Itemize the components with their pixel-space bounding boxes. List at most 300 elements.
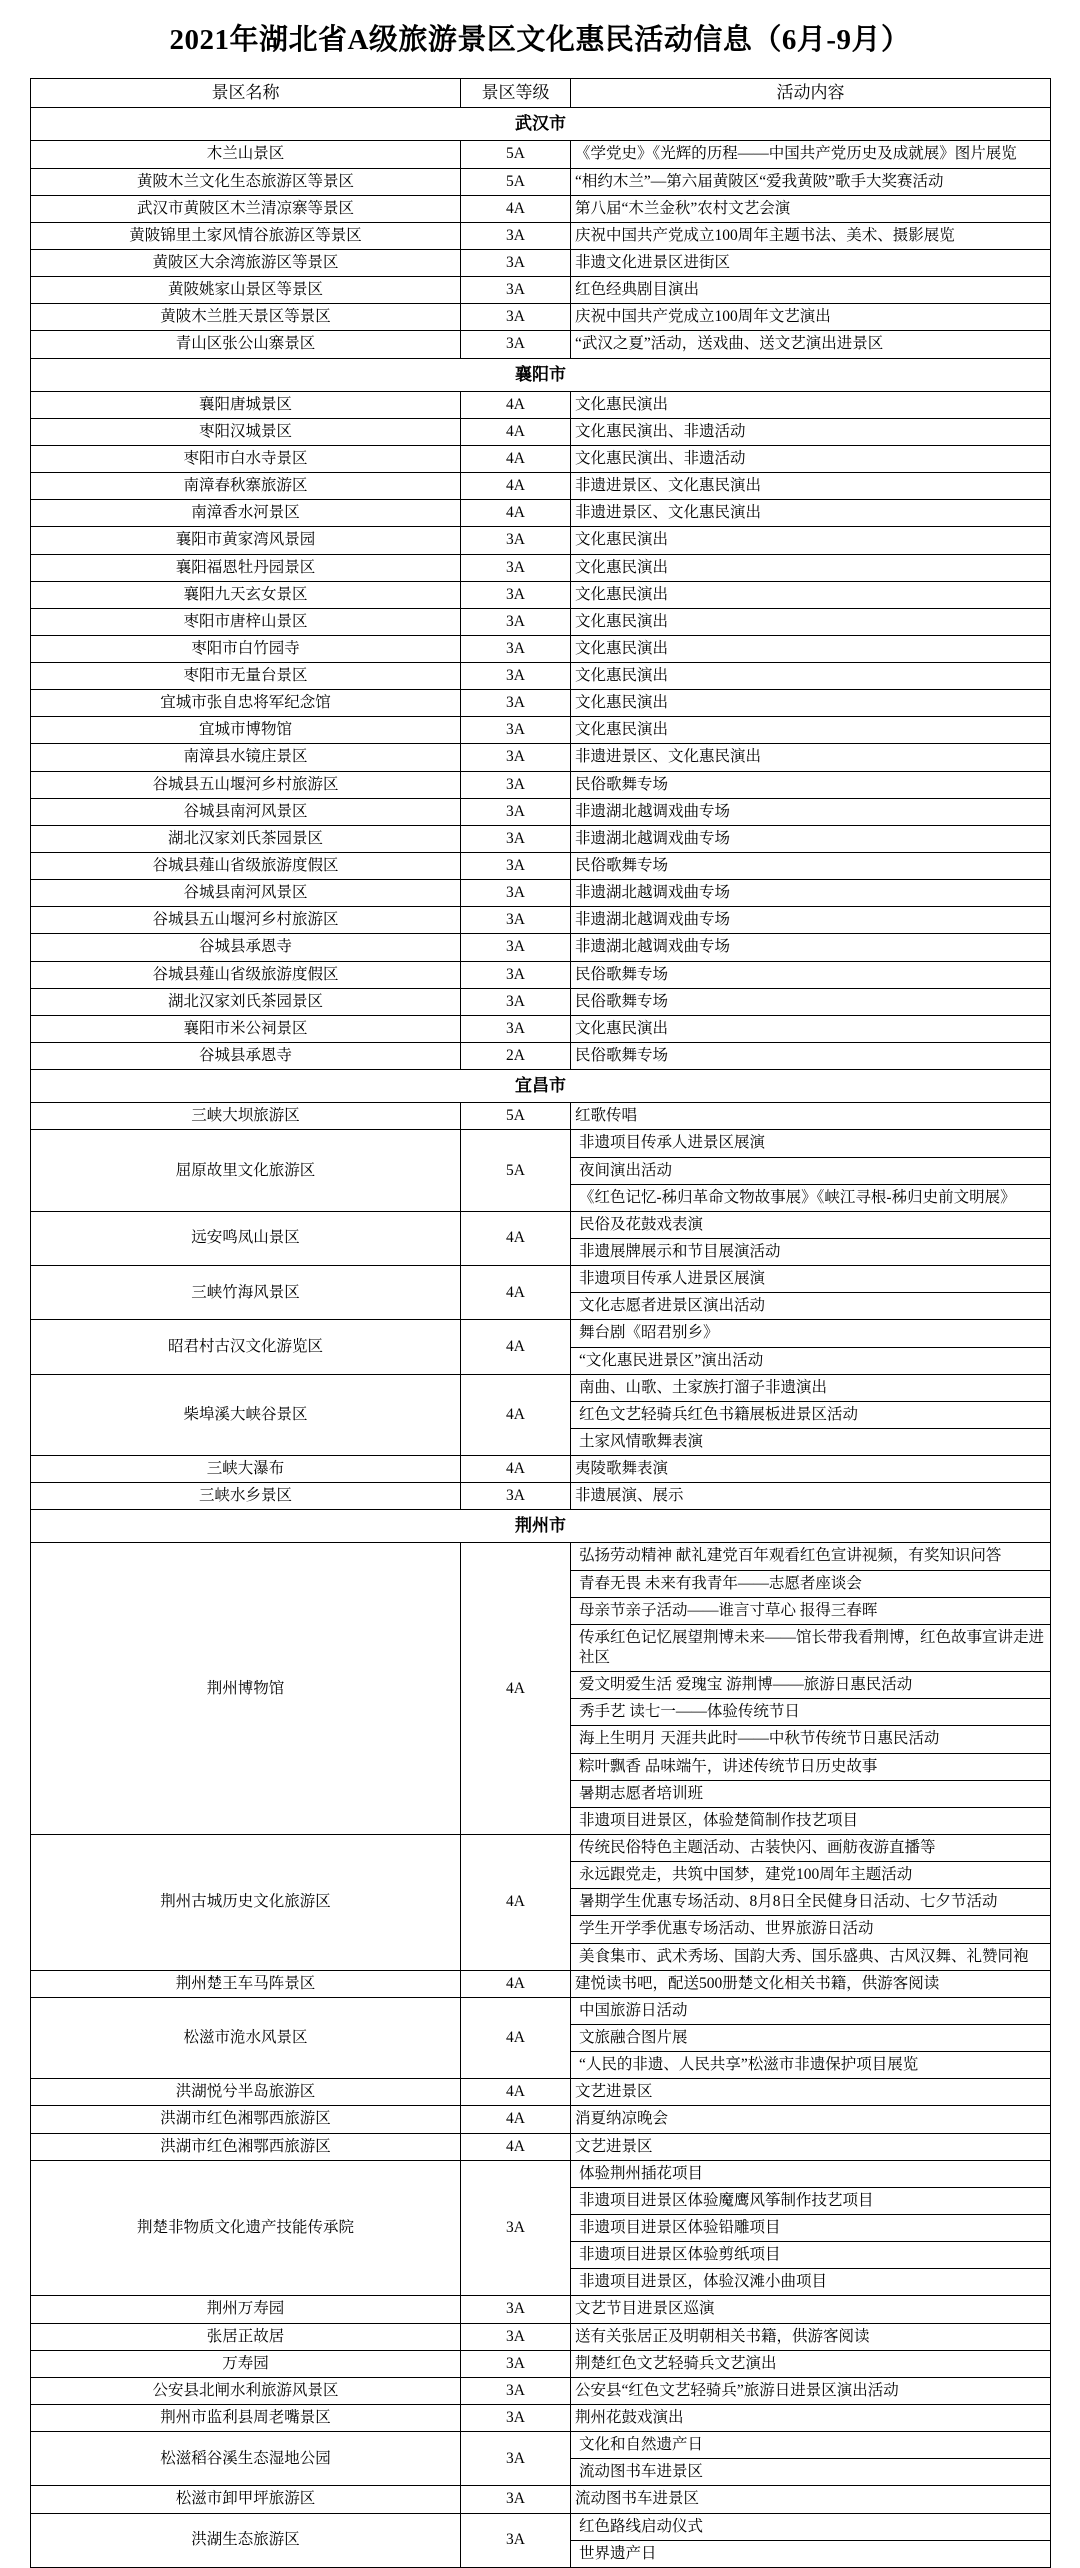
activity-item: 爱文明爱生活 爱瑰宝 游荆博——旅游日惠民活动 — [571, 1672, 1050, 1699]
activity-content-cell: 民俗歌舞专场 — [571, 1043, 1051, 1070]
activity-content-cell: 荆州花鼓戏演出 — [571, 2404, 1051, 2431]
activity-item-row — [571, 1401, 1050, 1428]
activity-item-row — [571, 1726, 1050, 1753]
activity-item: 暑期志愿者培训班 — [571, 1780, 1050, 1807]
table-row — [31, 2160, 1051, 2296]
table-row — [31, 2432, 1051, 2486]
activity-item-row — [571, 1184, 1050, 1211]
activity-item: 非遗项目传承人进景区展演 — [571, 1266, 1050, 1293]
activity-item-row — [571, 1916, 1050, 1943]
city-name: 武汉市 — [31, 108, 1051, 141]
activity-content-cell: 文艺进景区 — [571, 2133, 1051, 2160]
table-row — [31, 1835, 1051, 1971]
table-row — [31, 1015, 1051, 1042]
scenic-area-level: 3A — [461, 880, 571, 907]
scenic-area-level: 4A — [461, 1997, 571, 2078]
activity-item: 美食集市、武术秀场、国韵大秀、国乐盛典、古风汉舞、礼赞同袍 — [579, 1947, 1029, 1965]
scenic-area-level: 3A — [461, 304, 571, 331]
scenic-area-name: 枣阳市白竹园寺 — [31, 635, 461, 662]
city-name: 襄阳市 — [31, 358, 1051, 391]
table-row — [31, 141, 1051, 168]
scenic-area-level: 5A — [461, 168, 571, 195]
scenic-area-level: 3A — [461, 1015, 571, 1042]
activity-item: 土家风情歌舞表演 — [579, 1432, 704, 1450]
activity-item-row — [571, 1624, 1050, 1671]
activity-content-cell: 非遗湖北越调戏曲专场 — [571, 825, 1051, 852]
activity-item: 文旅融合图片展 — [571, 2025, 1050, 2052]
table-row — [31, 690, 1051, 717]
scenic-area-level: 3A — [461, 798, 571, 825]
activity-item: 永远跟党走，共筑中国梦，建党100周年主题活动 — [571, 1862, 1050, 1889]
scenic-area-name: 南漳香水河景区 — [31, 500, 461, 527]
activity-content-cell: “相约木兰”—第六届黄陂区“爱我黄陂”歌手大奖赛活动 — [571, 168, 1051, 195]
activity-item: 学生开学季优惠专场活动、世界旅游日活动 — [571, 1916, 1050, 1943]
activity-item-row — [571, 1212, 1050, 1239]
activity-item: 非遗展牌展示和节目展演活动 — [579, 1242, 781, 1260]
city-section-header — [31, 1070, 1051, 1103]
table-row — [31, 2079, 1051, 2106]
scenic-area-name: 洪湖生态旅游区 — [31, 2513, 461, 2567]
activity-item: 民俗及花鼓戏表演 — [571, 1212, 1050, 1239]
table-row — [31, 331, 1051, 358]
activity-content-cell: 文艺节目进景区巡演 — [571, 2296, 1051, 2323]
activity-item: 流动图书车进景区 — [579, 2463, 704, 2481]
activity-list — [571, 2432, 1050, 2485]
table-row — [31, 1043, 1051, 1070]
table-row — [31, 1970, 1051, 1997]
scenic-area-name: 黄陂锦里土家风情谷旅游区等景区 — [31, 222, 461, 249]
scenic-area-level: 4A — [461, 391, 571, 418]
table-row — [31, 2404, 1051, 2431]
scenic-area-name: 青山区张公山寨景区 — [31, 331, 461, 358]
table-row — [31, 825, 1051, 852]
table-row — [31, 961, 1051, 988]
activity-item: 非遗项目传承人进景区展演 — [571, 1130, 1050, 1157]
scenic-area-name: 昭君村古汉文化游览区 — [31, 1320, 461, 1374]
table-row — [31, 250, 1051, 277]
scenic-area-name: 谷城县南河风景区 — [31, 798, 461, 825]
scenic-area-name: 谷城县承恩寺 — [31, 1043, 461, 1070]
scenic-area-level: 3A — [461, 2513, 571, 2567]
activity-item-row — [571, 2187, 1050, 2214]
activity-content-cell — [571, 1835, 1051, 1971]
activity-item-row — [571, 1753, 1050, 1780]
activity-item-row — [571, 1862, 1050, 1889]
activity-item: 非遗项目进景区体验铅雕项目 — [571, 2214, 1050, 2241]
activity-content-cell: 红歌传唱 — [571, 1103, 1051, 1130]
table-row — [31, 1997, 1051, 2078]
scenic-area-name: 枣阳市无量台景区 — [31, 663, 461, 690]
scenic-area-name: 黄陂木兰文化生态旅游区等景区 — [31, 168, 461, 195]
activity-table — [30, 78, 1051, 2568]
scenic-area-level: 2A — [461, 1043, 571, 1070]
table-row — [31, 445, 1051, 472]
scenic-area-level: 3A — [461, 2296, 571, 2323]
activity-list — [571, 1543, 1050, 1834]
table-row — [31, 418, 1051, 445]
scenic-area-name: 公安县北闸水利旅游风景区 — [31, 2377, 461, 2404]
activity-item-row — [571, 2025, 1050, 2052]
activity-content-cell: 文化惠民演出 — [571, 690, 1051, 717]
city-section-header — [31, 1510, 1051, 1543]
activity-item: 文化和自然遗产日 — [571, 2432, 1050, 2459]
activity-item: 海上生明月 天涯共此时——中秋节传统节日惠民活动 — [571, 1726, 1050, 1753]
scenic-area-name: 远安鸣凤山景区 — [31, 1211, 461, 1265]
scenic-area-name: 黄陂姚家山景区等景区 — [31, 277, 461, 304]
activity-item-row — [571, 1320, 1050, 1347]
scenic-area-name: 襄阳唐城景区 — [31, 391, 461, 418]
activity-list — [571, 1998, 1050, 2078]
activity-list — [571, 1835, 1050, 1970]
activity-item: 文化志愿者进景区演出活动 — [579, 1297, 766, 1315]
scenic-area-name: 张居正故居 — [31, 2323, 461, 2350]
activity-item: 《红色记忆-秭归革命文物故事展》《峡江寻根-秭归史前文明展》 — [579, 1188, 1016, 1206]
activity-content-cell: 文化惠民演出 — [571, 608, 1051, 635]
scenic-area-name: 南漳春秋寨旅游区 — [31, 473, 461, 500]
table-row — [31, 2133, 1051, 2160]
scenic-area-name: 荆州博物馆 — [31, 1543, 461, 1835]
table-row — [31, 853, 1051, 880]
activity-content-cell: 文艺进景区 — [571, 2079, 1051, 2106]
table-row — [31, 1130, 1051, 1211]
activity-item: 中国旅游日活动 — [571, 1998, 1050, 2025]
table-row — [31, 2106, 1051, 2133]
table-row — [31, 635, 1051, 662]
column-header-name: 景区名称 — [31, 79, 461, 108]
scenic-area-name: 屈原故里文化旅游区 — [31, 1130, 461, 1211]
activity-item: 世界遗产日 — [579, 2544, 657, 2562]
activity-content-cell — [571, 2432, 1051, 2486]
table-row — [31, 2296, 1051, 2323]
scenic-area-level: 4A — [461, 195, 571, 222]
scenic-area-name: 枣阳市唐梓山景区 — [31, 608, 461, 635]
scenic-area-level: 4A — [461, 2079, 571, 2106]
table-row — [31, 1483, 1051, 1510]
table-row — [31, 168, 1051, 195]
activity-content-cell: 文化惠民演出 — [571, 1015, 1051, 1042]
scenic-area-level: 5A — [461, 141, 571, 168]
scenic-area-name: 宜城市张自忠将军纪念馆 — [31, 690, 461, 717]
activity-item: 南曲、山歌、土家族打溜子非遗演出 — [571, 1375, 1050, 1402]
table-row — [31, 527, 1051, 554]
scenic-area-level: 3A — [461, 2323, 571, 2350]
activity-item-row — [571, 1266, 1050, 1293]
scenic-area-name: 洪湖悦兮半岛旅游区 — [31, 2079, 461, 2106]
table-header-row — [31, 79, 1051, 108]
activity-content-cell: 文化惠民演出 — [571, 554, 1051, 581]
scenic-area-name: 谷城县薤山省级旅游度假区 — [31, 853, 461, 880]
activity-content-cell: 民俗歌舞专场 — [571, 853, 1051, 880]
scenic-area-level: 4A — [461, 1374, 571, 1455]
scenic-area-level: 3A — [461, 554, 571, 581]
activity-item-row — [571, 1807, 1050, 1834]
activity-list — [571, 1212, 1050, 1265]
table-row — [31, 1103, 1051, 1130]
scenic-area-level: 4A — [461, 445, 571, 472]
table-body — [31, 108, 1051, 2567]
table-row — [31, 1374, 1051, 1455]
scenic-area-level: 3A — [461, 1483, 571, 1510]
activity-content-cell — [571, 1997, 1051, 2078]
activity-item: 非遗项目进景区，体验楚简制作技艺项目 — [579, 1811, 859, 1829]
table-row — [31, 744, 1051, 771]
scenic-area-level: 4A — [461, 1320, 571, 1374]
activity-content-cell: 非遗湖北越调戏曲专场 — [571, 907, 1051, 934]
activity-item-row — [571, 1570, 1050, 1597]
scenic-area-level: 3A — [461, 222, 571, 249]
activity-item-row — [571, 1543, 1050, 1570]
activity-item-row — [571, 2052, 1050, 2079]
activity-item-row — [571, 2161, 1050, 2188]
scenic-area-name: 谷城县薤山省级旅游度假区 — [31, 961, 461, 988]
scenic-area-level: 3A — [461, 2160, 571, 2296]
table-row — [31, 391, 1051, 418]
scenic-area-name: 荆州市监利县周老嘴景区 — [31, 2404, 461, 2431]
activity-item: 秀手艺 读七一——体验传统节日 — [571, 1699, 1050, 1726]
activity-item: 粽叶飘香 品味端午，讲述传统节日历史故事 — [571, 1753, 1050, 1780]
activity-item: 弘扬劳动精神 献礼建党百年观看红色宣讲视频，有奖知识问答 — [571, 1543, 1050, 1570]
scenic-area-name: 湖北汉家刘氏茶园景区 — [31, 988, 461, 1015]
scenic-area-name: 襄阳市黄家湾风景园 — [31, 527, 461, 554]
city-name: 荆州市 — [31, 1510, 1051, 1543]
scenic-area-level: 4A — [461, 1970, 571, 1997]
activity-content-cell: 非遗进景区、文化惠民演出 — [571, 500, 1051, 527]
activity-content-cell: 非遗湖北越调戏曲专场 — [571, 934, 1051, 961]
scenic-area-level: 3A — [461, 663, 571, 690]
scenic-area-name: 荆州万寿园 — [31, 2296, 461, 2323]
activity-item-row — [571, 1428, 1050, 1455]
scenic-area-level: 3A — [461, 907, 571, 934]
scenic-area-level: 4A — [461, 2106, 571, 2133]
scenic-area-name: 三峡大瀑布 — [31, 1456, 461, 1483]
activity-content-cell: 《学党史》《光辉的历程——中国共产党历史及成就展》图片展览 — [571, 141, 1051, 168]
activity-content-cell: “武汉之夏”活动，送戏曲、送文艺演出进景区 — [571, 331, 1051, 358]
activity-content-cell: 文化惠民演出、非遗活动 — [571, 418, 1051, 445]
scenic-area-name: 荆州楚王车马阵景区 — [31, 1970, 461, 1997]
scenic-area-level: 4A — [461, 2133, 571, 2160]
scenic-area-level: 3A — [461, 331, 571, 358]
scenic-area-level: 4A — [461, 1835, 571, 1971]
table-row — [31, 771, 1051, 798]
activity-item-row — [571, 1889, 1050, 1916]
activity-content-cell: 红色经典剧目演出 — [571, 277, 1051, 304]
scenic-area-level: 3A — [461, 2432, 571, 2486]
activity-list — [571, 2514, 1050, 2567]
table-row — [31, 195, 1051, 222]
table-row — [31, 717, 1051, 744]
table-row — [31, 473, 1051, 500]
scenic-area-name: 谷城县五山堰河乡村旅游区 — [31, 907, 461, 934]
activity-item: 舞台剧《昭君别乡》 — [571, 1320, 1050, 1347]
scenic-area-level: 3A — [461, 635, 571, 662]
scenic-area-level: 3A — [461, 771, 571, 798]
activity-content-cell: 非遗湖北越调戏曲专场 — [571, 880, 1051, 907]
scenic-area-level: 3A — [461, 853, 571, 880]
scenic-area-name: 柴埠溪大峡谷景区 — [31, 1374, 461, 1455]
scenic-area-level: 4A — [461, 1266, 571, 1320]
activity-item: 非遗项目进景区体验魔鹰风筝制作技艺项目 — [571, 2187, 1050, 2214]
table-row — [31, 2323, 1051, 2350]
activity-item: 母亲节亲子活动——谁言寸草心 报得三春晖 — [571, 1597, 1050, 1624]
scenic-area-name: 荆楚非物质文化遗产技能传承院 — [31, 2160, 461, 2296]
activity-item-row — [571, 1998, 1050, 2025]
scenic-area-level: 3A — [461, 2377, 571, 2404]
activity-item-row — [571, 1835, 1050, 1862]
scenic-area-level: 3A — [461, 2404, 571, 2431]
column-header-content: 活动内容 — [571, 79, 1051, 108]
activity-content-cell: 非遗展演、展示 — [571, 1483, 1051, 1510]
scenic-area-level: 5A — [461, 1103, 571, 1130]
activity-item-row — [571, 1238, 1050, 1265]
table-row — [31, 934, 1051, 961]
scenic-area-level: 3A — [461, 961, 571, 988]
activity-item-row — [571, 1699, 1050, 1726]
scenic-area-level: 3A — [461, 934, 571, 961]
scenic-area-level: 3A — [461, 690, 571, 717]
table-row — [31, 663, 1051, 690]
table-row — [31, 2350, 1051, 2377]
activity-content-cell: 荆楚红色文艺轻骑兵文艺演出 — [571, 2350, 1051, 2377]
scenic-area-name: 武汉市黄陂区木兰清凉寨等景区 — [31, 195, 461, 222]
scenic-area-level: 3A — [461, 527, 571, 554]
activity-content-cell: 文化惠民演出 — [571, 635, 1051, 662]
activity-content-cell — [571, 2513, 1051, 2567]
activity-item: “人民的非遗、人民共享”松滋市非遗保护项目展览 — [579, 2056, 919, 2074]
activity-content-cell: 非遗进景区、文化惠民演出 — [571, 744, 1051, 771]
scenic-area-name: 枣阳汉城景区 — [31, 418, 461, 445]
scenic-area-level: 3A — [461, 717, 571, 744]
scenic-area-level: 4A — [461, 500, 571, 527]
scenic-area-level: 3A — [461, 608, 571, 635]
table-header — [31, 79, 1051, 108]
scenic-area-level: 3A — [461, 581, 571, 608]
activity-content-cell: 庆祝中国共产党成立100周年文艺演出 — [571, 304, 1051, 331]
scenic-area-name: 三峡水乡景区 — [31, 1483, 461, 1510]
table-row — [31, 277, 1051, 304]
table-row — [31, 1543, 1051, 1835]
scenic-area-name: 黄陂区大余湾旅游区等景区 — [31, 250, 461, 277]
activity-item: 非遗项目进景区体验剪纸项目 — [571, 2242, 1050, 2269]
scenic-area-name: 谷城县五山堰河乡村旅游区 — [31, 771, 461, 798]
activity-item: 非遗项目进景区，体验汉滩小曲项目 — [579, 2273, 828, 2291]
activity-item-row — [571, 1375, 1050, 1402]
activity-content-cell: 文化惠民演出 — [571, 663, 1051, 690]
activity-item-row — [571, 2432, 1050, 2459]
table-row — [31, 1211, 1051, 1265]
activity-item-row — [571, 1780, 1050, 1807]
scenic-area-name: 襄阳市米公祠景区 — [31, 1015, 461, 1042]
activity-content-cell — [571, 1374, 1051, 1455]
scenic-area-level: 5A — [461, 1130, 571, 1211]
activity-content-cell: 文化惠民演出 — [571, 717, 1051, 744]
activity-content-cell: 夷陵歌舞表演 — [571, 1456, 1051, 1483]
activity-content-cell: 民俗歌舞专场 — [571, 988, 1051, 1015]
activity-content-cell: 文化惠民演出 — [571, 581, 1051, 608]
scenic-area-name: 松滋市洈水风景区 — [31, 1997, 461, 2078]
city-section-header — [31, 358, 1051, 391]
table-row — [31, 500, 1051, 527]
activity-content-cell: 民俗歌舞专场 — [571, 961, 1051, 988]
activity-item-row — [571, 2269, 1050, 2296]
activity-list — [571, 1375, 1050, 1455]
scenic-area-level: 3A — [461, 2350, 571, 2377]
activity-content-cell: 非遗湖北越调戏曲专场 — [571, 798, 1051, 825]
scenic-area-name: 荆州古城历史文化旅游区 — [31, 1835, 461, 1971]
scenic-area-name: 松滋稻谷溪生态湿地公园 — [31, 2432, 461, 2486]
scenic-area-name: 洪湖市红色湘鄂西旅游区 — [31, 2133, 461, 2160]
scenic-area-name: 谷城县承恩寺 — [31, 934, 461, 961]
activity-item: 传统民俗特色主题活动、古装快闪、画舫夜游直播等 — [571, 1835, 1050, 1862]
activity-item-row — [571, 1157, 1050, 1184]
activity-item-row — [571, 1293, 1050, 1320]
activity-item: 红色路线启动仪式 — [571, 2514, 1050, 2541]
scenic-area-name: 三峡大坝旅游区 — [31, 1103, 461, 1130]
table-row — [31, 304, 1051, 331]
scenic-area-level: 4A — [461, 1456, 571, 1483]
activity-content-cell: 流动图书车进景区 — [571, 2486, 1051, 2513]
column-header-level: 景区等级 — [461, 79, 571, 108]
scenic-area-level: 4A — [461, 1211, 571, 1265]
scenic-area-level: 3A — [461, 277, 571, 304]
scenic-area-name: 木兰山景区 — [31, 141, 461, 168]
scenic-area-name: 三峡竹海风景区 — [31, 1266, 461, 1320]
activity-item-row — [571, 2214, 1050, 2241]
scenic-area-name: 万寿园 — [31, 2350, 461, 2377]
scenic-area-name: 宜城市博物馆 — [31, 717, 461, 744]
activity-content-cell — [571, 1266, 1051, 1320]
activity-content-cell: 非遗文化进景区进街区 — [571, 250, 1051, 277]
activity-content-cell: 送有关张居正及明朝相关书籍，供游客阅读 — [571, 2323, 1051, 2350]
activity-list — [571, 2161, 1050, 2296]
table-row — [31, 2486, 1051, 2513]
table-row — [31, 2513, 1051, 2567]
activity-content-cell — [571, 1211, 1051, 1265]
scenic-area-name: 洪湖市红色湘鄂西旅游区 — [31, 2106, 461, 2133]
scenic-area-name: 襄阳福恩牡丹园景区 — [31, 554, 461, 581]
scenic-area-level: 3A — [461, 988, 571, 1015]
scenic-area-name: 南漳县水镜庄景区 — [31, 744, 461, 771]
city-name: 宜昌市 — [31, 1070, 1051, 1103]
activity-content-cell: 第八届“木兰金秋”农村文艺会演 — [571, 195, 1051, 222]
activity-item: 红色文艺轻骑兵红色书籍展板进景区活动 — [571, 1401, 1050, 1428]
activity-item-row — [571, 1597, 1050, 1624]
activity-item: “文化惠民进景区”演出活动 — [579, 1351, 764, 1369]
activity-item: 传承红色记忆展望荆博未来——馆长带我看荆博，红色故事宣讲走进社区 — [571, 1624, 1050, 1671]
activity-item: 青春无畏 未来有我青年——志愿者座谈会 — [571, 1570, 1050, 1597]
scenic-area-name: 松滋市卸甲坪旅游区 — [31, 2486, 461, 2513]
activity-content-cell — [571, 1543, 1051, 1835]
scenic-area-level: 4A — [461, 418, 571, 445]
scenic-area-level: 3A — [461, 250, 571, 277]
page-title: 2021年湖北省A级旅游景区文化惠民活动信息（6月-9月） — [169, 24, 911, 56]
activity-item-row — [571, 2459, 1050, 2486]
activity-item-row — [571, 1672, 1050, 1699]
scenic-area-level: 4A — [461, 473, 571, 500]
activity-item-row — [571, 1943, 1050, 1970]
activity-list — [571, 1130, 1050, 1210]
scenic-area-level: 3A — [461, 825, 571, 852]
table-row — [31, 1266, 1051, 1320]
activity-item-row — [571, 2540, 1050, 2567]
activity-content-cell: 文化惠民演出 — [571, 527, 1051, 554]
activity-content-cell — [571, 1130, 1051, 1211]
activity-list — [571, 1266, 1050, 1319]
activity-item-row — [571, 2242, 1050, 2269]
table-row — [31, 554, 1051, 581]
table-row — [31, 1320, 1051, 1374]
scenic-area-name: 襄阳九天玄女景区 — [31, 581, 461, 608]
table-row — [31, 1456, 1051, 1483]
